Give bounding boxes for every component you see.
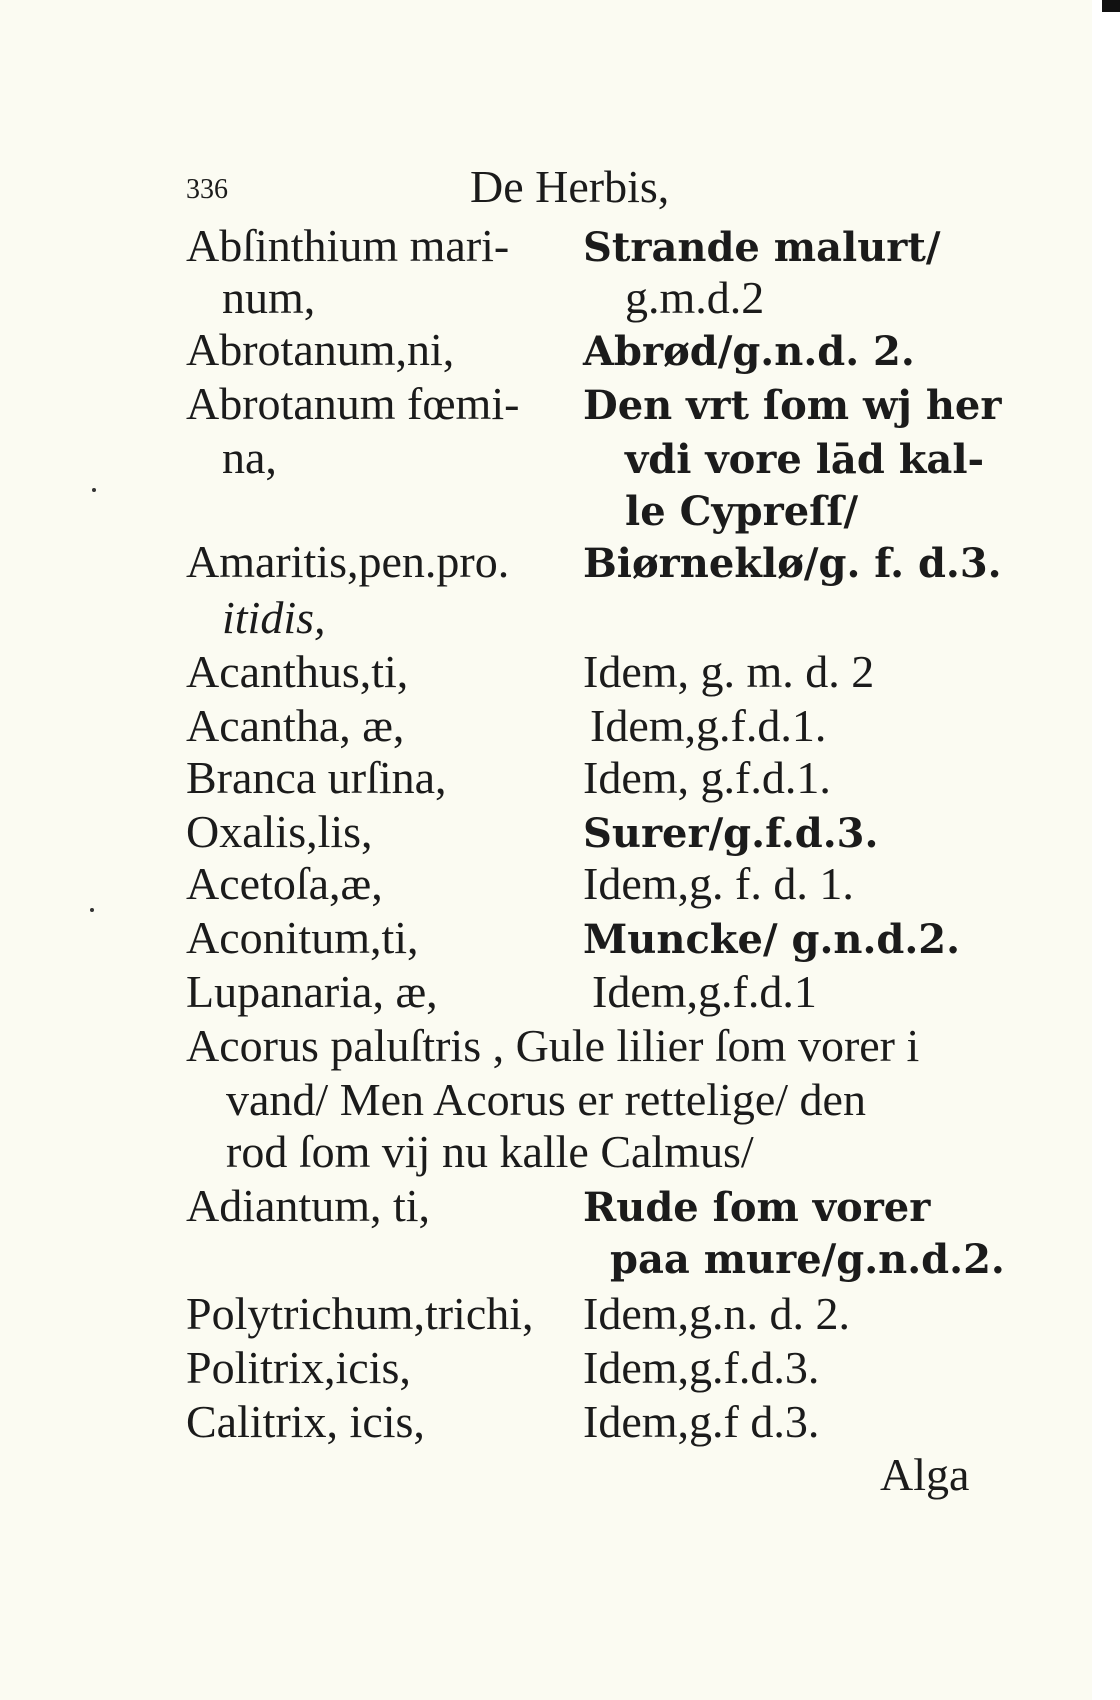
danish-gloss: Idem, g.f.d.1. — [583, 752, 831, 803]
danish-gloss: Idem,g.f.d.1. — [590, 700, 827, 751]
danish-gloss: vdi vore lād kal- — [625, 436, 985, 483]
latin-term: itidis, — [222, 592, 326, 643]
ink-speck — [90, 908, 94, 912]
entry-line: vand/ Men Acorus er rettelige/ den — [226, 1074, 866, 1125]
danish-gloss: le Cypreſſ/ — [625, 488, 859, 535]
latin-term: Calitrix, icis, — [186, 1396, 425, 1447]
latin-term: na, — [222, 432, 277, 483]
danish-gloss: Biørneklø/g. f. d.3. — [583, 540, 1002, 587]
danish-gloss: Idem,g.f d.3. — [583, 1396, 820, 1447]
scan-edge-mark — [1102, 0, 1120, 12]
danish-gloss: paa mure/g.n.d.2. — [610, 1236, 1005, 1283]
latin-term: Abrotanum,ni, — [186, 324, 455, 375]
page-number: 336 — [186, 174, 228, 205]
latin-term: Politrix,icis, — [186, 1342, 411, 1393]
latin-term: Adiantum, ti, — [186, 1180, 431, 1231]
entry-line: rod ſom vij nu kalle Calmus/ — [226, 1126, 754, 1177]
danish-gloss: Den vrt ſom wj her — [583, 382, 1002, 429]
running-title: De Herbis, — [470, 161, 670, 212]
ink-speck — [92, 488, 96, 492]
latin-term: Acetoſa,æ, — [186, 858, 383, 909]
danish-gloss: Idem,g.n. d. 2. — [583, 1288, 851, 1339]
latin-term: num, — [222, 272, 316, 323]
danish-gloss: g.m.d.2 — [625, 272, 765, 323]
latin-term: Aconitum,ti, — [186, 912, 419, 963]
entry-line: Acorus paluſtris , Gule lilier ſom vorer i — [186, 1020, 920, 1071]
latin-term: Branca urſina, — [186, 752, 447, 803]
danish-gloss: Idem,g.f.d.1 — [592, 966, 817, 1017]
latin-term: Acantha, æ, — [186, 700, 405, 751]
latin-term: Abſinthium mari- — [186, 220, 510, 271]
latin-term: Amaritis,pen.pro. — [186, 536, 510, 587]
danish-gloss: Strande malurt/ — [583, 224, 941, 271]
latin-term: Oxalis,lis, — [186, 806, 373, 857]
danish-gloss: Muncke/ g.n.d.2. — [583, 916, 961, 963]
page-header — [186, 160, 746, 214]
catchword: Alga — [880, 1449, 970, 1500]
latin-term: Lupanaria, æ, — [186, 966, 438, 1017]
danish-gloss: Rude ſom vorer — [583, 1184, 931, 1231]
latin-term: Acanthus,ti, — [186, 646, 409, 697]
danish-gloss: Idem, g. m. d. 2 — [583, 646, 875, 697]
latin-term: Polytrichum,trichi, — [186, 1288, 534, 1339]
danish-gloss: Idem,g.f.d.3. — [583, 1342, 820, 1393]
latin-term: Abrotanum fœmi- — [186, 378, 520, 429]
danish-gloss: Idem,g. f. d. 1. — [583, 858, 854, 909]
danish-gloss: Abrød/g.n.d. 2. — [583, 328, 915, 375]
danish-gloss: Surer/g.f.d.3. — [583, 810, 879, 857]
